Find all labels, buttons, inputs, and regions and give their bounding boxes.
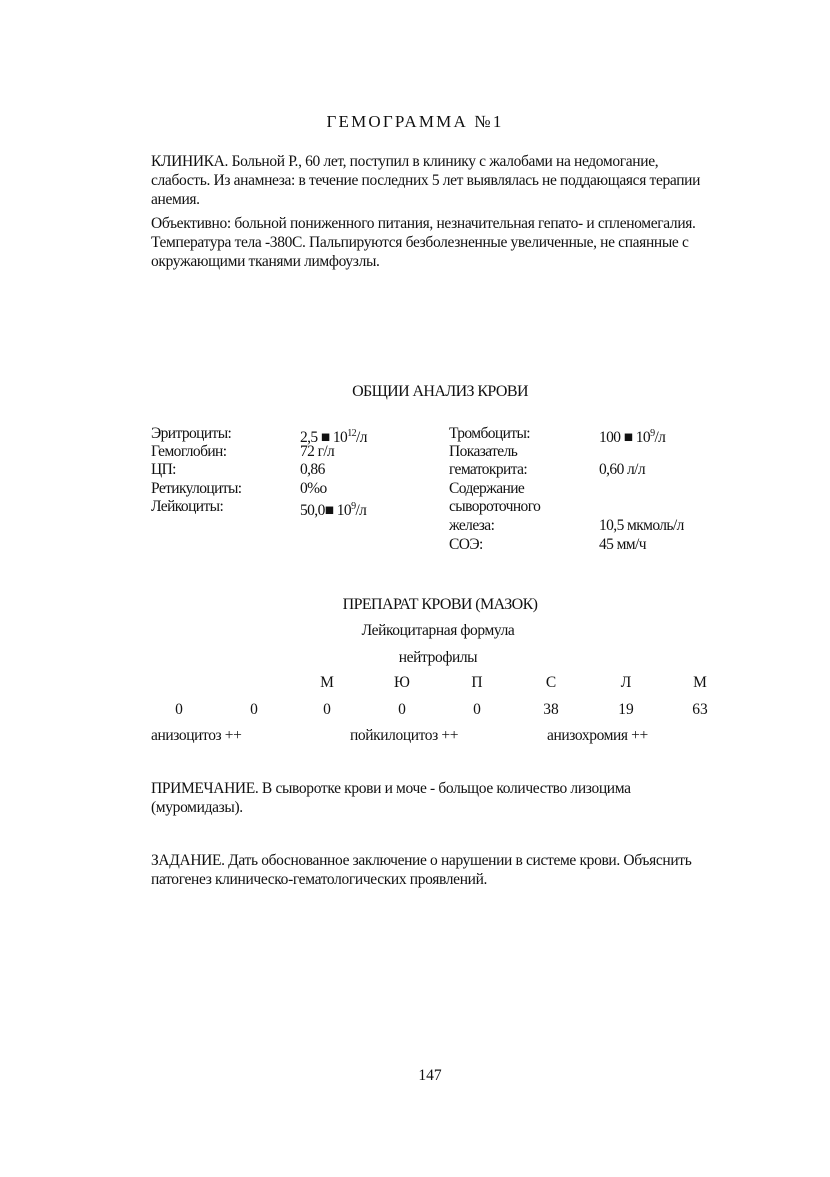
- value-cell: 63: [692, 701, 708, 718]
- header-cell: М: [693, 674, 707, 691]
- value-cell: 0: [323, 701, 331, 718]
- value-cell: 38: [543, 701, 559, 718]
- value-cell: 19: [618, 701, 634, 718]
- header-cell: С: [545, 674, 557, 691]
- header-cell: П: [471, 674, 483, 691]
- hematocrit-label-1: Показатель: [449, 443, 518, 460]
- reticulocytes-label: Ретикулоциты:: [151, 480, 242, 497]
- clinic-paragraph: КЛИНИКА. Больной Р., 60 лет, поступил в клинику с жалобами на недомогание, слабость. Из анамнеза: в течение последних 5 лет выявлялась не поддающаяся терапии анемия.: [151, 153, 701, 208]
- platelets-value: 100 ■ $10^9/л$: [599, 428, 666, 447]
- iron-label-2: сывороточного: [449, 498, 541, 515]
- note-paragraph: ПРИМЕЧАНИЕ. В сыворотке крови и моче - больщое количество лизоцима (муромидазы).: [151, 780, 631, 816]
- formula-title: Лейкоцитарная формула: [361, 622, 515, 639]
- hematocrit-value: 0,60 л/л: [599, 461, 645, 478]
- blood-analysis-title: ОБЩИИ АНАЛИЗ КРОВИ: [352, 383, 528, 400]
- smear-title: ПРЕПАРАТ КРОВИ (МАЗОК): [342, 596, 538, 613]
- task-paragraph: ЗАДАНИЕ. Дать обоснованное заключение о нарушении в системе крови. Объяснить патогенез клиническо-гематологических проявлений.: [151, 852, 692, 888]
- reticulocytes-value: 0%о: [300, 480, 327, 497]
- iron-label-3: железа:: [449, 517, 495, 534]
- poikilocytosis: пойкилоцитоз ++: [350, 727, 459, 744]
- color-index-label: ЦП:: [151, 461, 176, 478]
- erythrocytes-label: Эритроциты:: [151, 425, 232, 442]
- value-cell: 0: [473, 701, 481, 718]
- iron-value: 10,5 мкмоль/л: [599, 517, 684, 534]
- hematocrit-label-2: гематокрита:: [449, 461, 528, 478]
- anisocytosis: анизоцитоз ++: [151, 727, 242, 744]
- header-cell: М: [320, 674, 334, 691]
- header-cell: Ю: [394, 674, 410, 691]
- value-cell: 0: [175, 701, 183, 718]
- value-cell: 0: [398, 701, 406, 718]
- leukocytes-value: 50,0■ $10^9/л$: [300, 501, 367, 520]
- page-title: ГЕМОГРАММА №1: [326, 112, 504, 131]
- iron-label-1: Содержание: [449, 480, 525, 497]
- esr-label: СОЭ:: [449, 536, 483, 553]
- objective-paragraph: Объективно: больной пониженного питания, незначительная гепато- и спленомегалия. Температура тела -380С. Пальпируются безболезненные увеличенные, не спаянные с окружающими тканями лимфоузлы.: [151, 215, 696, 270]
- platelets-label: Тромбоциты:: [449, 425, 531, 442]
- hemoglobin-value: 72 г/л: [300, 443, 335, 460]
- neutrophils-title: нейтрофилы: [398, 649, 478, 666]
- value-cell: 0: [250, 701, 258, 718]
- color-index-value: 0,86: [300, 461, 325, 478]
- header-cell: Л: [620, 674, 632, 691]
- leukocytes-label: Лейкоциты:: [151, 498, 224, 515]
- esr-value: 45 мм/ч: [599, 536, 646, 553]
- page-number: 147: [418, 1067, 442, 1084]
- erythrocytes-value: 2,5 ■ $10^{12}/л$: [300, 428, 367, 447]
- anisochromia: анизохромия ++: [547, 727, 648, 744]
- hemoglobin-label: Гемоглобин:: [151, 443, 227, 460]
